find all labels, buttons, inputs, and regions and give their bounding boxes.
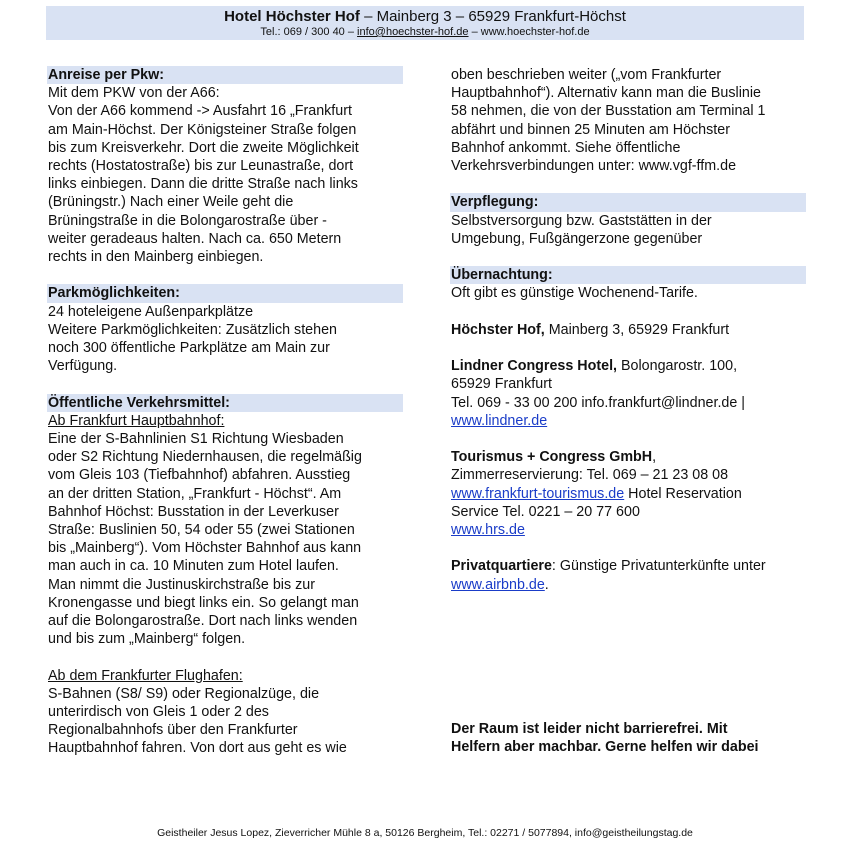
tourism-entry xyxy=(451,448,807,466)
paragraph-line: Verkehrsverbindungen unter: www.vgf-ffm.de xyxy=(451,158,737,175)
paragraph-line: Mit dem PKW von der A66: xyxy=(48,85,220,102)
tourism-name: Tourismus + Congress GmbH xyxy=(451,449,653,466)
section-heading-stay: Übernachtung: xyxy=(450,266,806,284)
paragraph-line: rechts in den Mainberg einbiegen. xyxy=(48,249,264,266)
paragraph-line: Service Tel. 0221 – 20 77 600 xyxy=(451,503,640,520)
paragraph-line: Bahnhof Höchst: Busstation in der Leverkuser xyxy=(48,503,339,520)
paragraph-line: auf die Bolongarostraße. Dort nach links wenden xyxy=(48,613,358,630)
paragraph-line: Zimmerreservierung: Tel. 069 – 21 23 08 08 xyxy=(451,467,729,484)
spacer xyxy=(451,339,807,357)
page-footer: Geistheiler Jesus Lopez, Zieverricher Mühle 8 a, 50126 Bergheim, Tel.: 02271 / 5077894, info@geistheilungstag.de xyxy=(157,827,693,839)
spacer xyxy=(451,539,807,557)
paragraph-line: Brüningstraße in die Bolongarostraße über - xyxy=(48,212,327,229)
paragraph-line: rechts (Hostatostraße) bis zur Leunastraße, dort xyxy=(48,158,354,175)
paragraph-line: vom Gleis 103 (Tiefbahnhof) abfahren. Ausstieg xyxy=(48,467,351,484)
section-heading-food: Verpflegung: xyxy=(450,193,806,211)
paragraph-line: und bis zum „Mainberg“ folgen. xyxy=(48,631,246,648)
page-header xyxy=(46,6,804,40)
paragraph-line: Umgebung, Fußgängerzone gegenüber xyxy=(451,230,703,247)
paragraph-line: links einbiegen. Dann die dritte Straße nach links xyxy=(48,176,358,193)
paragraph-line: Eine der S-Bahnlinien S1 Richtung Wiesbaden xyxy=(48,431,344,448)
paragraph-line: an der dritten Station, „Frankfurt - Höchst“. Am xyxy=(48,485,342,502)
hotel-name: Hotel Höchster Hof xyxy=(224,8,360,25)
paragraph-line: abfährt und binnen 25 Minuten am Höchster xyxy=(451,121,730,138)
paragraph-line: 24 hoteleigene Außenparkplätze xyxy=(48,303,254,320)
subheading-from-airport: Ab dem Frankfurter Flughafen: xyxy=(48,667,243,684)
hotel-name: Höchster Hof, xyxy=(451,321,545,338)
paragraph-line: 65929 Frankfurt xyxy=(451,376,552,393)
private-text: : Günstige Privatunterkünfte unter xyxy=(551,558,766,575)
spacer xyxy=(48,375,404,393)
airbnb-line xyxy=(451,576,807,594)
paragraph-line: (Brüningstr.) Nach einer Weile geht die xyxy=(48,194,294,211)
airbnb-link[interactable]: www.airbnb.de xyxy=(451,576,545,593)
section-heading-car: Anreise per Pkw: xyxy=(47,66,403,84)
spacer xyxy=(48,266,404,284)
header-website: – www.hoechster-hof.de xyxy=(468,26,590,38)
spacer xyxy=(451,430,807,448)
lindner-link[interactable]: www.lindner.de xyxy=(451,412,548,429)
paragraph-line: bis zum Kreisverkehr. Dort die zweite Möglichkeit xyxy=(48,139,359,156)
private-label: Privatquartiere xyxy=(451,558,552,575)
paragraph-line: Oft gibt es günstige Wochenend-Tarife. xyxy=(451,285,698,302)
paragraph-line: man auch in ca. 10 Minuten zum Hotel laufen. xyxy=(48,558,339,575)
paragraph-line: noch 300 öffentliche Parkplätze am Main zur xyxy=(48,340,330,357)
hotel-entry-hoechster xyxy=(451,321,807,339)
hotel-address: – Mainberg 3 – 65929 Frankfurt-Höchst xyxy=(359,8,626,25)
paragraph-line: Kronengasse und biegt links ein. So gelangt man xyxy=(48,594,359,611)
paragraph-line: am Main-Höchst. Der Königsteiner Straße folgen xyxy=(48,121,357,138)
paragraph-line: Man nimmt die Justinuskirchstraße bis zur xyxy=(48,576,315,593)
paragraph-line: Hauptbahnhof“). Alternativ kann man die Buslinie xyxy=(451,85,761,102)
paragraph-line: Tel. 069 - 33 00 200 info.frankfurt@lindner.de | xyxy=(451,394,746,411)
spacer xyxy=(48,648,404,666)
note-line: Helfern aber machbar. Gerne helfen wir dabei xyxy=(451,739,759,756)
left-column xyxy=(48,66,404,758)
header-phone: Tel.: 069 / 300 40 – xyxy=(260,26,358,38)
airbnb-suffix: . xyxy=(544,576,549,593)
section-heading-parking: Parkmöglichkeiten: xyxy=(47,284,403,302)
hotel-name: Lindner Congress Hotel, xyxy=(451,358,618,375)
paragraph-line: Verfügung. xyxy=(48,358,118,375)
header-title xyxy=(46,6,804,26)
tourism-link-line xyxy=(451,485,807,503)
tourism-comma: , xyxy=(652,449,657,466)
hrs-link[interactable]: www.hrs.de xyxy=(451,522,525,538)
paragraph-line: oder S2 Richtung Niedernhausen, die regelmäßig xyxy=(48,449,362,466)
paragraph-line: Bahnhof ankommt. Siehe öffentliche xyxy=(451,139,681,156)
paragraph-line: bis „Mainberg“). Vom Höchster Bahnhof aus kann xyxy=(48,540,362,557)
paragraph-line: S-Bahnen (S8/ S9) oder Regionalzüge, die xyxy=(48,685,320,702)
paragraph-line: weiter geradeaus halten. Nach ca. 650 Metern xyxy=(48,230,342,247)
paragraph-line: 58 nehmen, die von der Busstation am Terminal 1 xyxy=(451,103,766,120)
spacer xyxy=(451,303,807,321)
reservation-text: Hotel Reservation xyxy=(624,485,742,502)
paragraph-line: unterirdisch von Gleis 1 oder 2 des xyxy=(48,704,269,721)
hotel-address: Mainberg 3, 65929 Frankfurt xyxy=(544,321,730,338)
private-entry xyxy=(451,557,807,575)
accessibility-note xyxy=(451,720,807,756)
hotel-address: Bolongarostr. 100, xyxy=(617,358,738,375)
paragraph-line: Regionalbahnhofs über den Frankfurter xyxy=(48,722,298,739)
frankfurt-tourismus-link[interactable]: www.frankfurt-tourismus.de xyxy=(451,485,625,502)
paragraph-line: Selbstversorgung bzw. Gaststätten in der xyxy=(451,212,712,229)
right-column xyxy=(451,66,807,594)
spacer xyxy=(451,175,807,193)
subheading-from-station: Ab Frankfurt Hauptbahnhof: xyxy=(48,412,225,429)
paragraph-line: Straße: Buslinien 50, 54 oder 55 (zwei Stationen xyxy=(48,522,355,539)
note-line: Der Raum ist leider nicht barrierefrei. Mit xyxy=(451,721,728,737)
hotel-entry-lindner xyxy=(451,357,807,375)
section-heading-transit: Öffentliche Verkehrsmittel: xyxy=(47,394,403,412)
paragraph-line: Weitere Parkmöglichkeiten: Zusätzlich stehen xyxy=(48,321,337,338)
paragraph-line: Hauptbahnhof fahren. Von dort aus geht es wie xyxy=(48,740,347,757)
paragraph-line: oben beschrieben weiter („vom Frankfurter xyxy=(451,67,722,83)
header-email-link[interactable]: info@hoechster-hof.de xyxy=(357,26,469,38)
header-contact xyxy=(46,26,804,39)
paragraph-line: Von der A66 kommend -> Ausfahrt 16 „Frankfurt xyxy=(48,103,352,120)
spacer xyxy=(451,248,807,266)
